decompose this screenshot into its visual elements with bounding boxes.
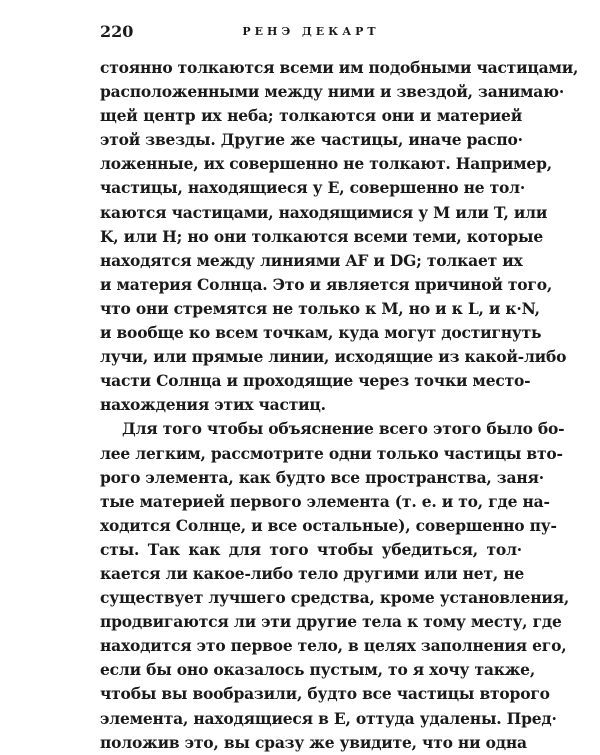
text-line: чтобы вы вообразили, будто все частицы второго: [100, 684, 550, 704]
running-title: РЕНЭ ДЕКАРТ: [242, 25, 380, 38]
text-line: расположенными между ними и звездой, занимаю·: [100, 82, 565, 102]
text-line: если бы оно оказалось пустым, то я хочу также,: [100, 660, 536, 680]
text-line: ложенные, их совершенно не толкают. Например,: [100, 154, 552, 174]
text-line: каются частицами, находящимися у M или T, или: [100, 202, 548, 222]
text-line: и вообще ко всем точкам, куда могут достигнуть: [100, 323, 542, 343]
paragraph: [100, 417, 570, 754]
page-header: [100, 22, 522, 42]
text-line: продвигаются ли эти другие тела к тому месту, где: [100, 612, 562, 632]
text-line: рого элемента, как будто все пространства, заня·: [100, 467, 544, 487]
text-line: K, или H; но они толкаются всеми теми, которые: [100, 226, 544, 246]
text-line: лучи, или прямые линии, исходящие из какой-либо: [100, 347, 567, 367]
text-line: положив это, вы сразу же увидите, что ни одна: [100, 732, 527, 752]
text-line: щей центр их неба; толкаются они и материей: [100, 106, 522, 126]
text-line: лее легким, рассмотрите одни только частицы вто-: [100, 443, 563, 463]
text-line: что они стремятся не только к M, но и к L, и к·N,: [100, 298, 540, 318]
text-line: находится это первое тело, в целях заполнения его,: [100, 636, 567, 656]
text-line: частицы, находящиеся у E, совершенно не тол·: [100, 178, 526, 198]
text-line: кается ли какое-либо тело другими или нет, не: [100, 563, 525, 583]
page-body: [100, 56, 579, 755]
text-line: и материя Солнца. Это и является причиной того,: [100, 274, 553, 294]
text-line: тые материей первого элемента (т. е. и то, где на-: [100, 491, 550, 511]
text-line: ходится Солнце, и все остальные), совершенно пу-: [100, 515, 557, 535]
text-line: Для того чтобы объяснение всего этого было бо-: [122, 419, 565, 439]
text-line: этой звезды. Другие же частицы, иначе распо·: [100, 130, 523, 150]
text-line: находятся между линиями AF и DG; толкает их: [100, 250, 523, 270]
page-number: 220: [100, 22, 134, 41]
text-line: элемента, находящиеся в E, оттуда удалены. Пред·: [100, 708, 557, 728]
paragraph: [100, 56, 579, 417]
text-line: стоянно толкаются всеми им подобными частицами,: [100, 58, 579, 77]
text-line: сты. Так как для того чтобы убедиться, тол·: [100, 539, 522, 559]
text-line: части Солнца и проходящие через точки место-: [100, 371, 531, 391]
text-line: нахождения этих частиц.: [100, 395, 326, 415]
text-line: существует лучшего средства, кроме установления,: [100, 588, 570, 608]
